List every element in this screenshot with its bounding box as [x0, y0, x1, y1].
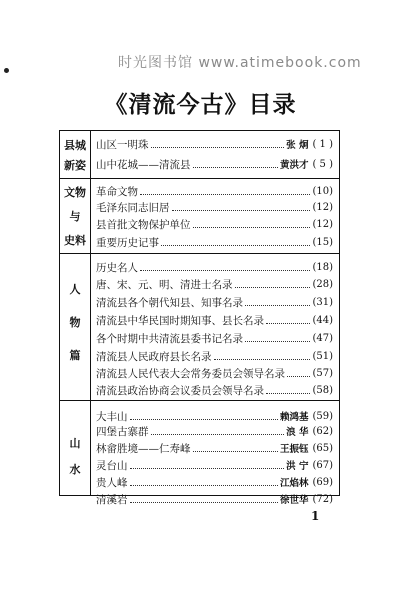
- entry-title: 各个时期中共清流县委书记名录: [96, 332, 243, 345]
- leader-dots: [193, 450, 278, 452]
- entry-page: (72): [312, 493, 333, 505]
- leader-dots: [130, 418, 278, 420]
- entry-page: (58): [312, 384, 333, 396]
- leader-dots: [140, 193, 310, 195]
- toc-entry[interactable]: [96, 183, 333, 199]
- leader-dots: [245, 304, 310, 306]
- entry-title: 历史名人: [96, 261, 138, 274]
- section-label-char: 篇: [69, 349, 81, 362]
- section-label-char: 县城: [64, 139, 86, 152]
- entry-title: 清流县政治协商会议委员会领导名录: [96, 384, 264, 397]
- entry-page: ( 1 ): [312, 138, 333, 150]
- leader-dots: [130, 484, 278, 486]
- toc-entry[interactable]: [96, 199, 333, 215]
- leader-dots: [161, 244, 310, 246]
- toc-entry[interactable]: [96, 474, 333, 490]
- toc-entry[interactable]: [96, 276, 333, 292]
- entry-page: (31): [312, 296, 333, 308]
- entry-author: 徐世华: [279, 495, 309, 506]
- entry-page: (69): [312, 476, 333, 488]
- section-label: [60, 254, 91, 401]
- entry-page: (59): [312, 410, 333, 422]
- entry-title: 唐、宋、元、明、清进士名录: [96, 278, 233, 291]
- entry-author: 王振钰: [279, 444, 309, 455]
- leader-dots: [172, 209, 311, 211]
- entry-title: 山区一明珠: [96, 138, 149, 151]
- entry-author: 洪 宁: [286, 461, 309, 472]
- toc-entry[interactable]: [96, 136, 333, 152]
- entry-page: (67): [312, 459, 333, 471]
- entry-title: 四堡古寨群: [96, 425, 149, 438]
- leader-dots: [130, 501, 278, 503]
- leader-dots: [214, 358, 311, 360]
- toc-entry[interactable]: [96, 348, 333, 364]
- toc-section-county: [60, 131, 339, 178]
- entry-page: (51): [312, 350, 333, 362]
- entry-title: 灵台山: [96, 459, 128, 472]
- entry-page: (18): [312, 261, 333, 273]
- section-label: [60, 401, 91, 495]
- leader-dots: [266, 322, 310, 324]
- entry-title: 清流县人民政府县长名录: [96, 350, 212, 363]
- section-label-char: 物: [69, 316, 81, 329]
- entry-page: (44): [312, 314, 333, 326]
- toc-section-landscape: [60, 400, 339, 506]
- entry-page: (57): [312, 367, 333, 379]
- toc-entry[interactable]: [96, 423, 333, 439]
- leader-dots: [140, 269, 310, 271]
- leader-dots: [235, 286, 311, 288]
- entry-title: 山中花城——清流县: [96, 158, 191, 171]
- toc-section-people: [60, 253, 339, 401]
- toc-entry[interactable]: [96, 365, 333, 381]
- page-number: 1: [311, 509, 320, 523]
- entry-author: 浪 华: [286, 427, 309, 438]
- entry-page: (12): [312, 201, 333, 213]
- section-label-char: 山: [69, 437, 81, 450]
- toc-table: [59, 130, 340, 506]
- page-title: 《清流今古》目录: [104, 91, 297, 118]
- entry-title: 贵人峰: [96, 476, 128, 489]
- entry-page: (15): [312, 236, 333, 248]
- section-label: [60, 131, 91, 178]
- section-label-char: 新姿: [64, 159, 86, 172]
- entry-title: 清流县各个朝代知县、知事名录: [96, 296, 243, 309]
- leader-dots: [287, 375, 310, 377]
- toc-entry[interactable]: [96, 312, 333, 328]
- entry-page: (28): [312, 278, 333, 290]
- section-label-char: 与: [69, 210, 81, 223]
- leader-dots: [151, 146, 285, 148]
- toc-entry[interactable]: [96, 382, 333, 398]
- toc-entry[interactable]: [96, 491, 333, 507]
- entry-title: 大丰山: [96, 410, 128, 423]
- section-label: [60, 179, 91, 254]
- section-label-char: 水: [69, 463, 81, 476]
- entry-page: (12): [312, 218, 333, 230]
- section-label-char: 人: [69, 283, 81, 296]
- leader-dots: [245, 340, 310, 342]
- leader-dots: [151, 433, 285, 435]
- entry-page: (10): [312, 185, 333, 197]
- entry-title: 毛泽东同志旧居: [96, 201, 170, 214]
- toc-entry[interactable]: [96, 259, 333, 275]
- entry-author: 黄洪才: [279, 160, 309, 171]
- leader-dots: [266, 392, 310, 394]
- entry-author: 赖鸿基: [279, 412, 309, 423]
- section-label-char: 文物: [64, 186, 86, 199]
- entry-page: (65): [312, 442, 333, 454]
- leader-dots: [130, 467, 285, 469]
- entry-title: 清溪岩: [96, 493, 128, 506]
- entry-page: (47): [312, 332, 333, 344]
- entry-title: 县首批文物保护单位: [96, 218, 191, 231]
- entry-page: (62): [312, 425, 333, 437]
- leader-dots: [193, 166, 278, 168]
- toc-entry[interactable]: [96, 457, 333, 473]
- toc-entry[interactable]: [96, 156, 333, 172]
- toc-section-relics: [60, 178, 339, 254]
- toc-entry[interactable]: [96, 440, 333, 456]
- margin-dot: [4, 68, 9, 73]
- watermark: 时光图书馆 www.atimebook.com: [118, 55, 362, 71]
- toc-entry[interactable]: [96, 216, 333, 232]
- toc-entry[interactable]: [96, 330, 333, 346]
- entry-title: 清流县中华民国时期知事、县长名录: [96, 314, 264, 327]
- leader-dots: [193, 226, 311, 228]
- entry-page: ( 5 ): [312, 158, 333, 170]
- entry-title: 重要历史记事: [96, 236, 159, 249]
- section-label-char: 史料: [64, 234, 86, 247]
- entry-author: 江焰林: [279, 478, 309, 489]
- entry-title: 革命文物: [96, 185, 138, 198]
- entry-title: 林畲胜境——仁寿峰: [96, 442, 191, 455]
- entry-title: 清流县人民代表大会常务委员会领导名录: [96, 367, 285, 380]
- toc-entry[interactable]: [96, 408, 333, 424]
- entry-author: 张 炯: [286, 140, 309, 151]
- toc-entry[interactable]: [96, 234, 333, 250]
- toc-entry[interactable]: [96, 294, 333, 310]
